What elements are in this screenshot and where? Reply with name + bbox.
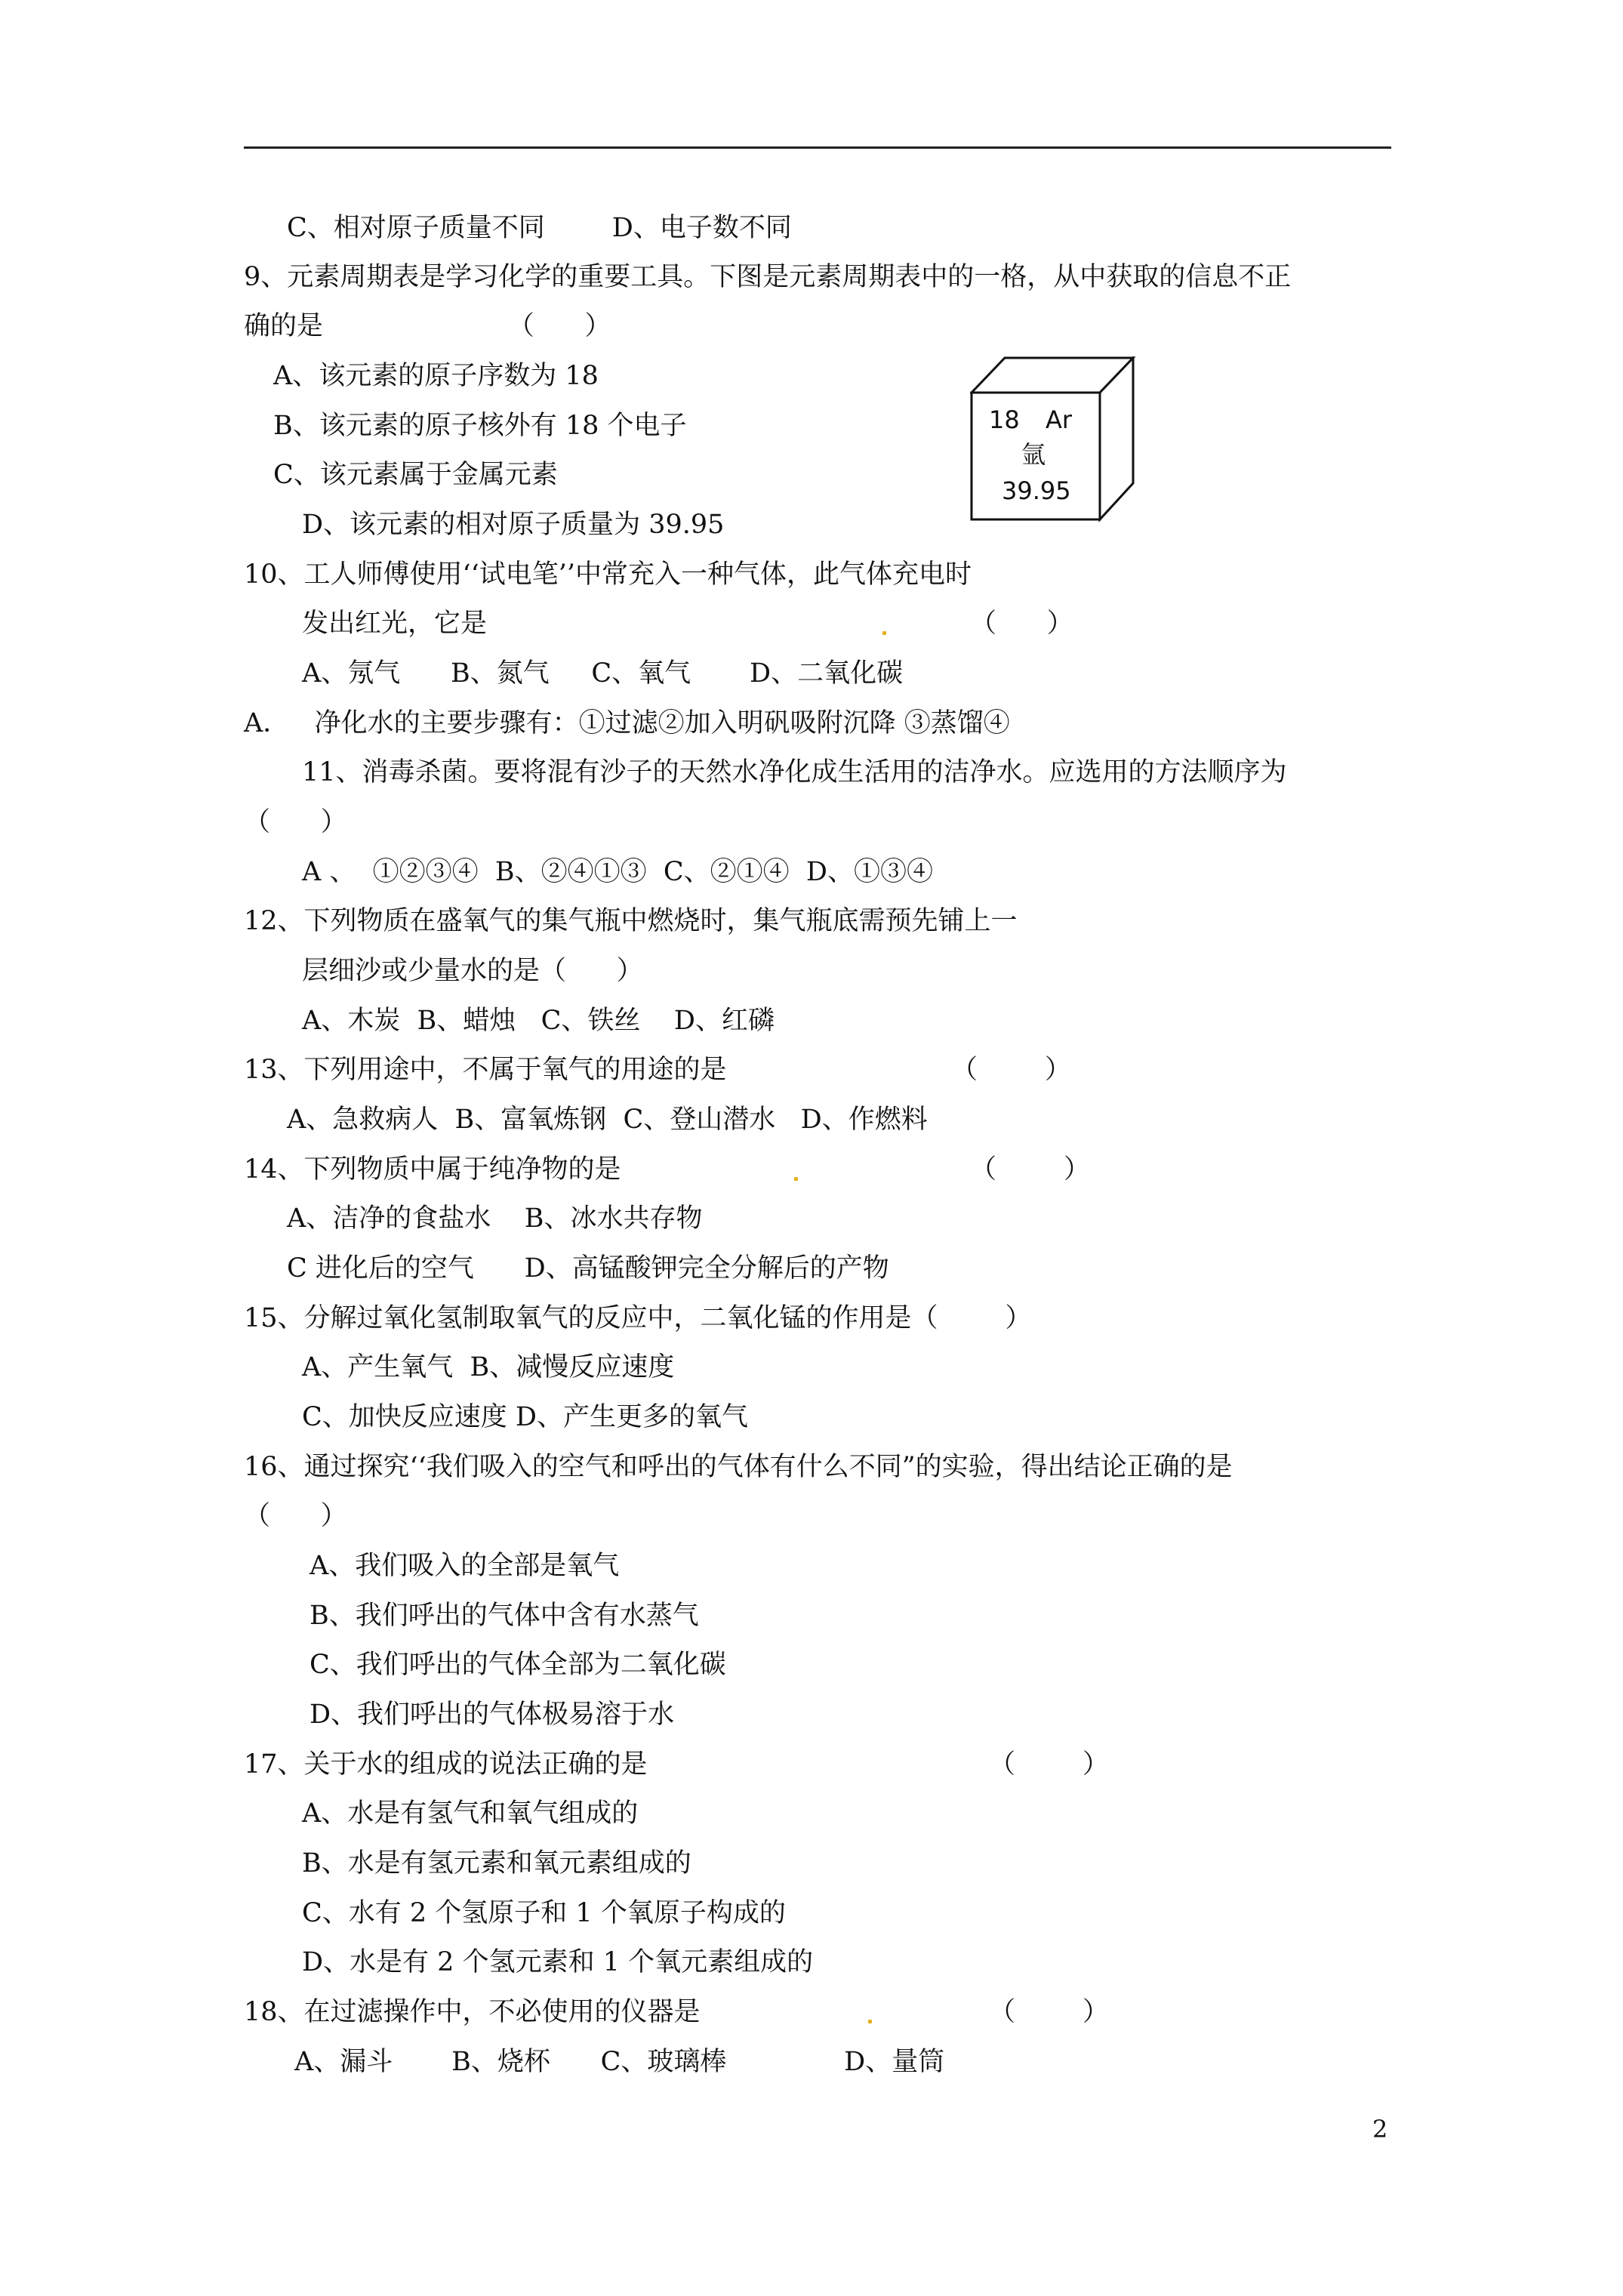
q15-options-cd: C、加快反应速度 D、产生更多的氧气 [302, 1402, 748, 1432]
q17-stem: 17、关于水的组成的说法正确的是 [244, 1749, 648, 1780]
element-card [970, 356, 1138, 522]
q14-stem: 14、下列物质中属于纯净物的是 [244, 1154, 621, 1185]
q9-stem-cont: 确的是 （ ） [244, 311, 611, 341]
q12-options: A、木炭 B、蜡烛 C、铁丝 D、红磷 [302, 1006, 775, 1036]
q17-option-d: D、水是有 2 个氢元素和 1 个氧元素组成的 [302, 1947, 814, 1977]
q12-stem-cont: 层细沙或少量水的是（ ） [302, 956, 643, 986]
q17-option-b: B、水是有氢元素和氧元素组成的 [302, 1848, 691, 1878]
q17-answer-paren: （ ） [989, 1749, 1110, 1780]
q17-option-c: C、水有 2 个氢原子和 1 个氧原子构成的 [302, 1898, 786, 1928]
q9-option-c: C、该元素属于金属元素 [273, 460, 558, 490]
q16-option-a: A、我们吸入的全部是氧气 [310, 1551, 620, 1581]
q10-answer-paren: （ ） [970, 609, 1073, 639]
q10-stem-cont: 发出红光，它是 [302, 609, 488, 639]
stray-dot [868, 2020, 872, 2023]
q18-answer-paren: （ ） [989, 1997, 1110, 2027]
q10-stem: 10、工人师傅使用‘‘试电笔’’中常充入一种气体，此气体充电时 [244, 559, 972, 590]
stray-dot [794, 1177, 798, 1181]
q18-stem: 18、在过滤操作中，不必使用的仪器是 [244, 1997, 701, 2027]
q17-option-a: A、水是有氢气和氧气组成的 [302, 1798, 639, 1829]
q9-option-d: D、该元素的相对原子质量为 39.95 [302, 510, 725, 540]
q13-options: A、急救病人 B、富氧炼钢 C、登山潜水 D、作燃料 [287, 1105, 928, 1135]
q11-answer-paren: （ ） [244, 807, 347, 837]
q12-stem: 12、下列物质在盛氧气的集气瓶中燃烧时，集气瓶底需预先铺上一 [244, 906, 1018, 936]
q10-options: A、氖气 B、氮气 C、氧气 D、二氧化碳 [302, 658, 904, 689]
q14-options-cd: C 进化后的空气 D、高锰酸钾完全分解后的产物 [287, 1253, 889, 1284]
q14-answer-paren: （ ） [970, 1154, 1091, 1185]
q9-stem: 9、元素周期表是学习化学的重要工具。下图是元素周期表中的一格，从中获取的信息不正 [244, 262, 1292, 292]
element-mass: 39.95 [1002, 476, 1071, 505]
header-rule [244, 146, 1391, 149]
q16-option-b: B、我们呼出的气体中含有水蒸气 [310, 1601, 699, 1631]
q16-stem: 16、通过探究‘‘我们吸入的空气和呼出的气体有什么不同”的实验，得出结论正确的是 [244, 1452, 1233, 1482]
q16-answer-paren: （ ） [244, 1501, 347, 1531]
q14-options-ab: A、洁净的食盐水 B、冰水共存物 [287, 1203, 703, 1234]
q9-option-a: A、该元素的原子序数为 18 [273, 361, 599, 391]
q13-stem: 13、下列用途中，不属于氧气的用途的是 [244, 1055, 727, 1085]
element-symbol: Ar [1046, 405, 1073, 434]
q18-options: A、漏斗 B、烧杯 C、玻璃棒 D、量筒 [294, 2047, 945, 2077]
q15-options-ab: A、产生氧气 B、减慢反应速度 [302, 1352, 675, 1382]
q11-preamble: A． 净化水的主要步骤有：①过滤②加入明矾吸附沉降 ③蒸馏④ [244, 708, 1010, 738]
q16-option-d: D、我们呼出的气体极易溶于水 [310, 1700, 675, 1730]
q9-option-b: B、该元素的原子核外有 18 个电子 [273, 411, 687, 441]
q16-option-c: C、我们呼出的气体全部为二氧化碳 [310, 1650, 726, 1680]
stray-dot [882, 631, 886, 635]
page-number: 2 [1372, 2115, 1388, 2143]
element-atomic-number: 18 [989, 405, 1020, 434]
q15-stem: 15、分解过氧化氢制取氧气的反应中，二氧化锰的作用是（ ） [244, 1303, 1032, 1333]
q8-options-cd: C、相对原子质量不同 D、电子数不同 [287, 213, 792, 243]
q11-options: A 、 ①②③④ B、②④①③ C、②①④ D、①③④ [302, 857, 933, 887]
element-name: 氩 [1021, 440, 1046, 469]
q13-answer-paren: （ ） [951, 1055, 1072, 1085]
q11-stem: 11、消毒杀菌。要将混有沙子的天然水净化成生活用的洁净水。应选用的方法顺序为 [302, 757, 1287, 787]
